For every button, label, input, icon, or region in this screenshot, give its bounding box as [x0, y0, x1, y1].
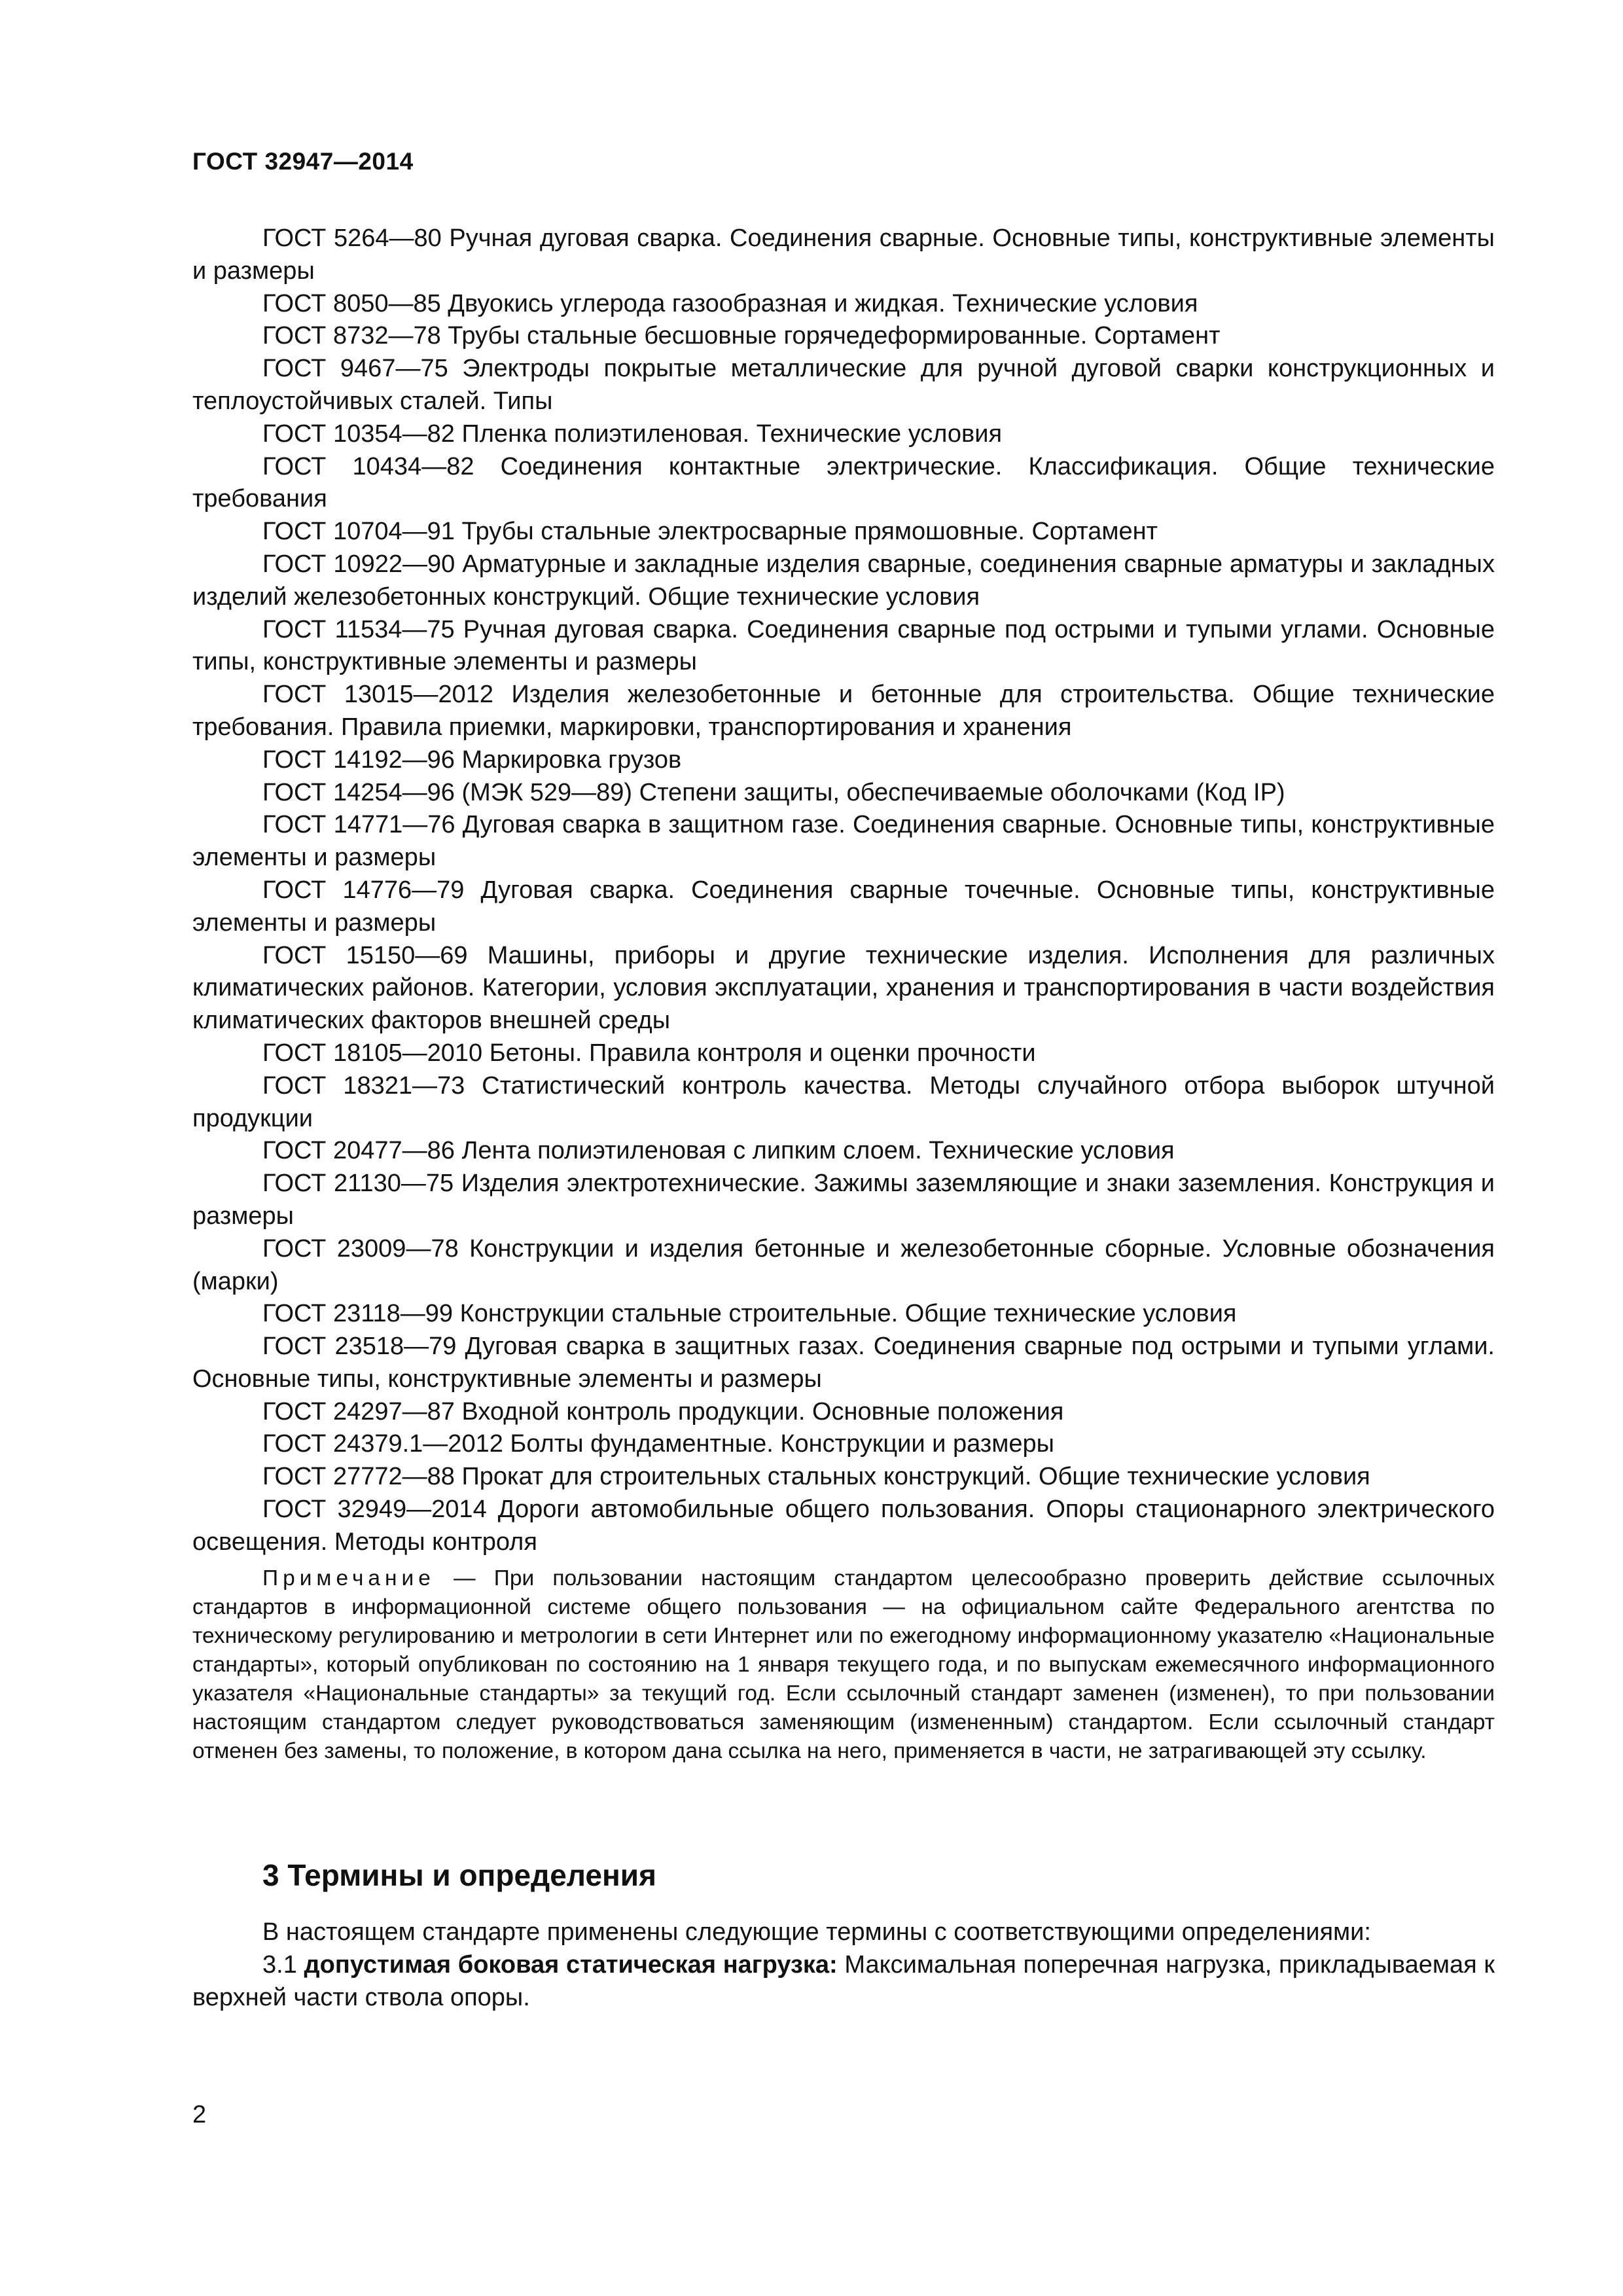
terms-intro: В настоящем стандарте применены следующие термины с соответствующими определениями:: [262, 1918, 1371, 1946]
reference-item: ГОСТ 9467—75 Электроды покрытые металлические для ручной дуговой сварки конструкционных и теплоустойчивых сталей. Типы: [192, 355, 1495, 415]
reference-item: ГОСТ 18321—73 Статистический контроль качества. Методы случайного отбора выборок штучной продукции: [192, 1071, 1495, 1132]
reference-item: ГОСТ 14776—79 Дуговая сварка. Соединения сварные точечные. Основные типы, конструктивные элементы и размеры: [192, 876, 1495, 937]
reference-item: ГОСТ 14771—76 Дуговая сварка в защитном газе. Соединения сварные. Основные типы, конструктивные элементы и размеры: [192, 811, 1495, 872]
reference-item: ГОСТ 5264—80 Ручная дуговая сварка. Соединения сварные. Основные типы, конструктивные элементы и размеры: [192, 224, 1495, 285]
reference-item: ГОСТ 11534—75 Ручная дуговая сварка. Соединения сварные под острыми и тупыми углами. Основные типы, конструктивные элементы и размеры: [192, 615, 1495, 676]
reference-item: ГОСТ 10704—91 Трубы стальные электросварные прямошовные. Сортамент: [262, 518, 1158, 546]
reference-item: ГОСТ 15150—69 Машины, приборы и другие технические изделия. Исполнения для различных климатических районов. Категории, условия эксплуатации, хранения и транспортирования в части воздействия климатических факторов внешней среды: [192, 941, 1495, 1035]
reference-item: ГОСТ 10922—90 Арматурные и закладные изделия сварные, соединения сварные арматуры и закладных изделий железобетонных конструкций. Общие технические условия: [192, 550, 1495, 611]
terms-section: [192, 1916, 1495, 2014]
note-label: Примечание: [262, 1566, 435, 1590]
reference-item: ГОСТ 14192—96 Маркировка грузов: [262, 745, 682, 774]
reference-item: ГОСТ 20477—86 Лента полиэтиленовая с липким слоем. Технические условия: [262, 1137, 1175, 1165]
document-code-header: ГОСТ 32947—2014: [192, 148, 414, 175]
reference-item: ГОСТ 10434—82 Соединения контактные электрические. Классификация. Общие технические требования: [192, 452, 1495, 513]
reference-item: ГОСТ 14254—96 (МЭК 529—89) Степени защиты, обеспечиваемые оболочками (Код IP): [262, 778, 1285, 806]
reference-item: ГОСТ 24379.1—2012 Болты фундаментные. Конструкции и размеры: [262, 1430, 1054, 1458]
reference-item: ГОСТ 13015—2012 Изделия железобетонные и бетонные для строительства. Общие технические требования. Правила приемки, маркировки, транспортирования и хранения: [192, 681, 1495, 741]
term-definition: Максимальная поперечная нагрузка, прикладываемая к верхней части ствола опоры.: [192, 1950, 1495, 2011]
reference-item: ГОСТ 18105—2010 Бетоны. Правила контроля и оценки прочности: [262, 1039, 1036, 1067]
reference-item: ГОСТ 24297—87 Входной контроль продукции. Основные положения: [262, 1397, 1064, 1426]
page-number: 2: [192, 2101, 207, 2128]
reference-item: ГОСТ 32949—2014 Дороги автомобильные общего пользования. Опоры стационарного электрического освещения. Методы контроля: [192, 1496, 1495, 1556]
section-heading: 3 Термины и определения: [262, 1858, 656, 1892]
term-name: допустимая боковая статическая нагрузка:: [304, 1950, 838, 1979]
note-paragraph: [192, 1564, 1495, 1766]
reference-item: ГОСТ 27772—88 Прокат для строительных стальных конструкций. Общие технические условия: [262, 1463, 1370, 1491]
normative-references-list: [192, 223, 1495, 1559]
reference-item: ГОСТ 8732—78 Трубы стальные бесшовные горячедеформированные. Сортамент: [262, 322, 1221, 350]
reference-item: ГОСТ 10354—82 Пленка полиэтиленовая. Технические условия: [262, 420, 1003, 448]
reference-item: ГОСТ 23518—79 Дуговая сварка в защитных газах. Соединения сварные под острыми и тупыми углами. Основные типы, конструктивные элементы и размеры: [192, 1333, 1495, 1393]
term-number: 3.1: [262, 1950, 297, 1979]
term-definition-item: [192, 1949, 1495, 2015]
reference-item: ГОСТ 23009—78 Конструкции и изделия бетонные и железобетонные сборные. Условные обозначения (марки): [192, 1234, 1495, 1295]
note-text: — При пользовании настоящим стандартом целесообразно проверить действие ссылочных стандартов в информационной системе общего пользования — на официальном сайте Федерального агентства по техническому регулированию и метрологии в сети Интернет или по ежегодному информационному указателю «Национальные стандарты», который опубликован по состоянию на 1 января текущего года, и по выпускам ежемесячного информационного указателя «Национальные стандарты» за текущий год. Если ссылочный стандарт заменен (изменен), то при пользовании настоящим стандартом следует руководствоваться заменяющим (измененным) стандартом. Если ссылочный стандарт отменен без замены, то положение, в котором дана ссылка на него, применяется в части, не затрагивающей эту ссылку.: [192, 1566, 1495, 1763]
reference-item: ГОСТ 8050—85 Двуокись углерода газообразная и жидкая. Технические условия: [262, 289, 1198, 317]
reference-item: ГОСТ 21130—75 Изделия электротехнические. Зажимы заземляющие и знаки заземления. Конструкция и размеры: [192, 1170, 1495, 1230]
reference-item: ГОСТ 23118—99 Конструкции стальные строительные. Общие технические условия: [262, 1300, 1237, 1328]
